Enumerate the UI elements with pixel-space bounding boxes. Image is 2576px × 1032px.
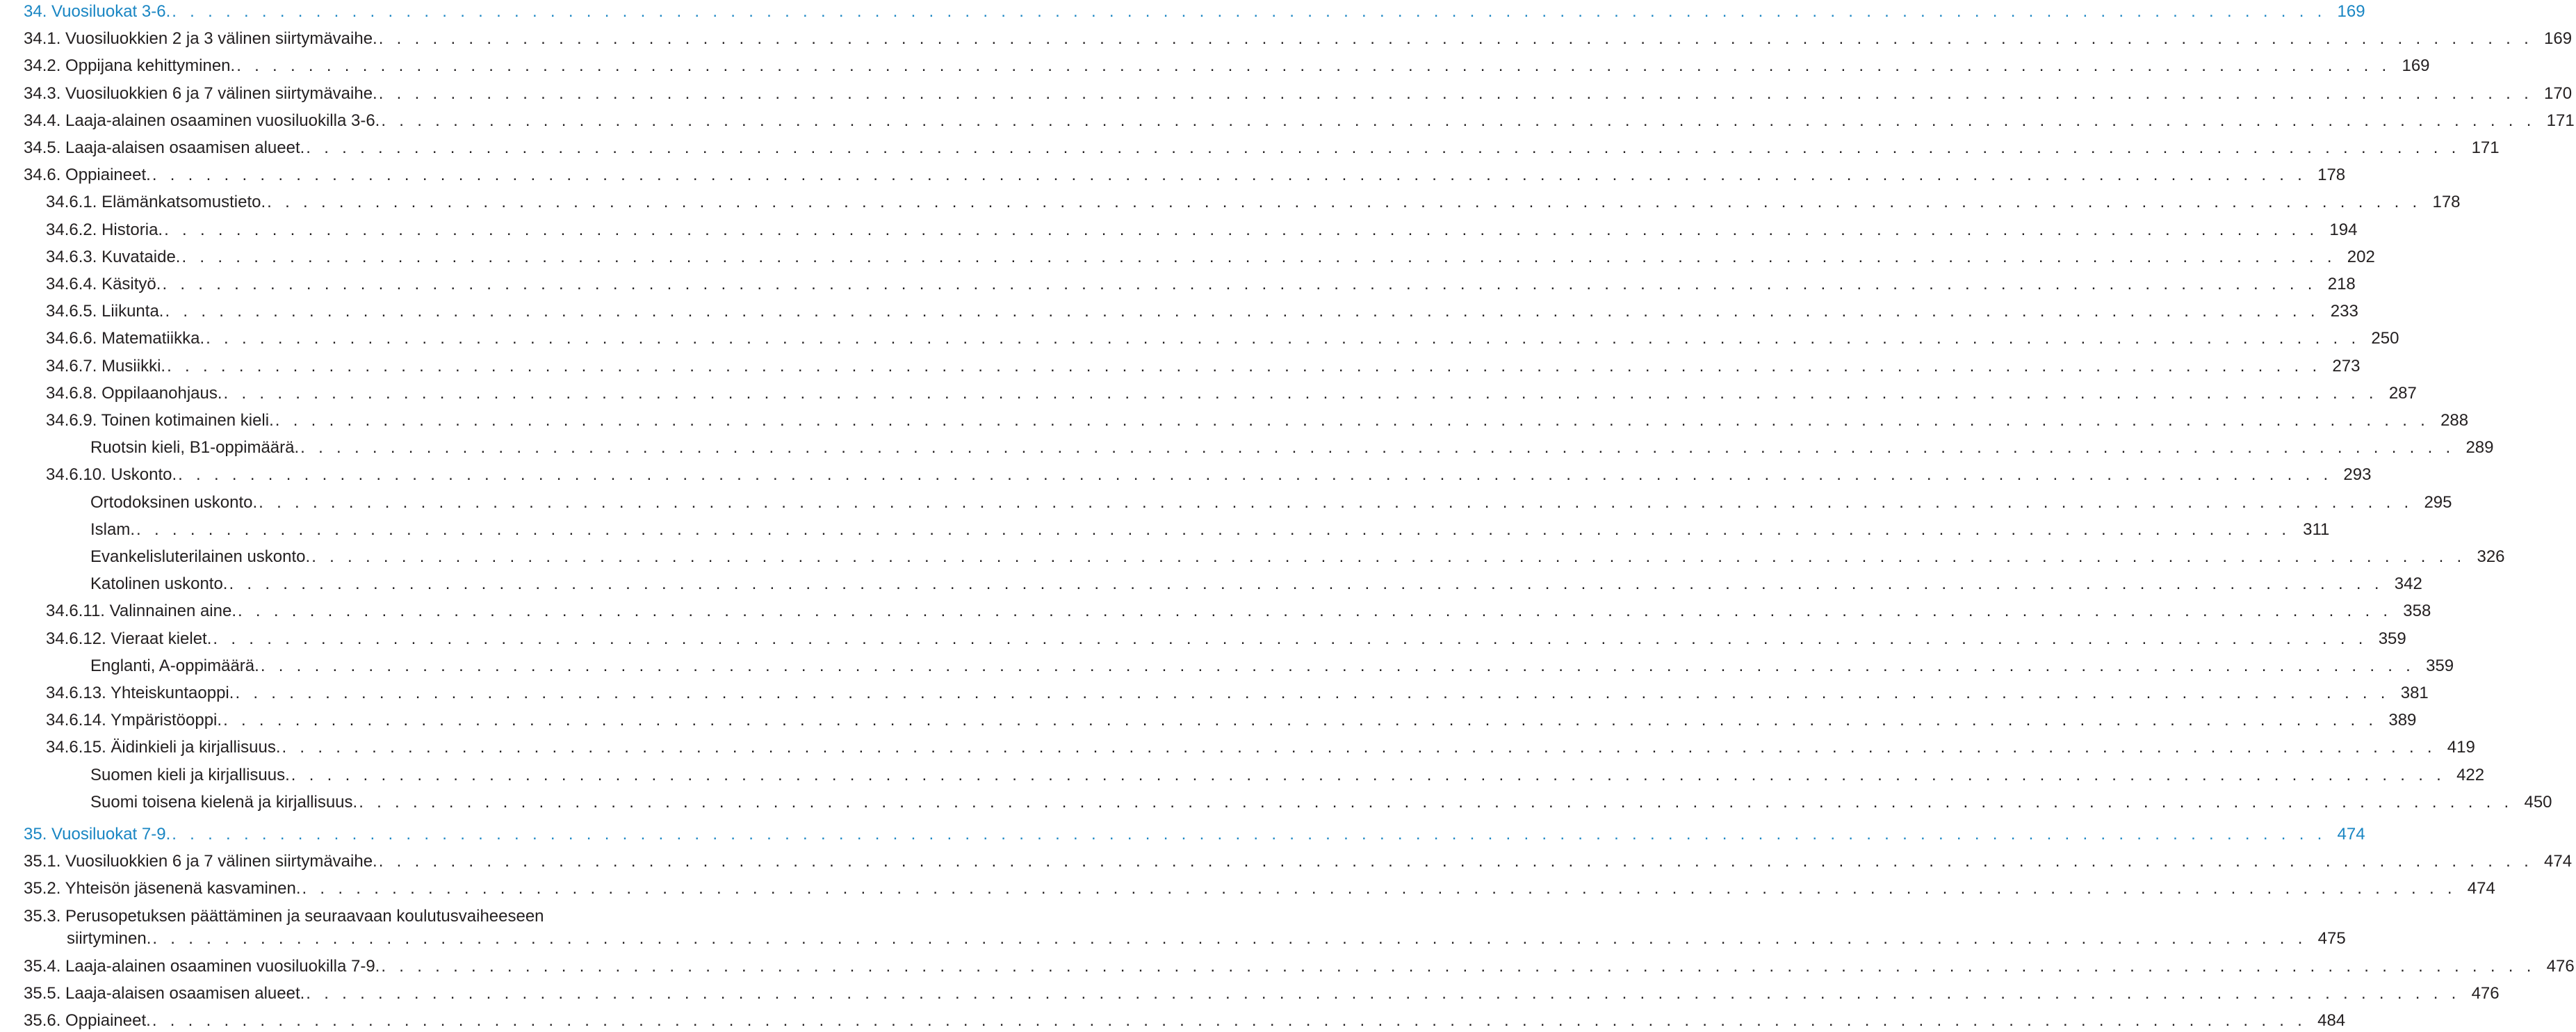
- toc-entry-label: Suomen kieli ja kirjallisuus.: [90, 765, 290, 784]
- toc-entry[interactable]: [0, 546, 2505, 568]
- dot-leader: . . . . . . . . . . . . . . . . . . . . . . . . . . . . . . . . . . . . . . . . . . . . . . . . . . . . . . . . . . . . . . . . . . . . . . . . . . . . . . . . . . . . . . . . . . . . . . . . . . . . . . . . . . . . . . . . . . . . . . . .: [378, 83, 2534, 103]
- toc-entry[interactable]: [0, 219, 2358, 241]
- toc-entry-page-number: 287: [2388, 383, 2417, 403]
- toc-entry[interactable]: [0, 983, 2500, 1005]
- toc-entry-label: 34.6.11. Valinnainen aine.: [46, 602, 236, 621]
- dot-leader: . . . . . . . . . . . . . . . . . . . . . . . . . . . . . . . . . . . . . . . . . . . . . . . . . . . . . . . . . . . . . . . . . . . . . . . . . . . . . . . . . . . . . . . . . . . . . . . . . . . . . . . . . . . . . . . . . . . . . . . .: [213, 629, 2367, 648]
- dot-leader: . . . . . . . . . . . . . . . . . . . . . . . . . . . . . . . . . . . . . . . . . . . . . . . . . . . . . . . . . . . . . . . . . . . . . . . . . . . . . . . . . . . . . . . . . . . . . . . . . . . . . . . . . . . . . . . . . . . . . . . .: [282, 738, 2436, 757]
- toc-entry[interactable]: [0, 382, 2417, 405]
- toc-entry-page-number: 474: [2337, 825, 2365, 844]
- toc-entry[interactable]: [0, 355, 2361, 378]
- dot-leader: . . . . . . . . . . . . . . . . . . . . . . . . . . . . . . . . . . . . . . . . . . . . . . . . . . . . . . . . . . . . . . . . . . . . . . . . . . . . . . . . . . . . . . . . . . . . . . . . . . . . . . . . . . . . . . . . . . . . . . . .: [359, 792, 2513, 812]
- toc-entry[interactable]: [0, 655, 2454, 677]
- toc-entry-label: 34.6.10. Uskonto.: [46, 465, 177, 485]
- toc-entry-label: 35.4. Laaja-alainen osaaminen vuosiluokilla 7-9.: [24, 956, 380, 976]
- dot-leader: . . . . . . . . . . . . . . . . . . . . . . . . . . . . . . . . . . . . . . . . . . . . . . . . . . . . . . . . . . . . . . . . . . . . . . . . . . . . . . . . . . . . . . . . . . . . . . . . . . . . . . . . . . . . . . . . . . . . . . . .: [260, 656, 2415, 675]
- toc-entry-page-number: 311: [2303, 519, 2330, 539]
- dot-leader: . . . . . . . . . . . . . . . . . . . . . . . . . . . . . . . . . . . . . . . . . . . . . . . . . . . . . . . . . . . . . . . . . . . . . . . . . . . . . . . . . . . . . . . . . . . . . . . . . . . . . . . . . . . . . . . . . . . . . . . .: [236, 56, 2391, 76]
- toc-entry-page-number: 170: [2544, 83, 2573, 103]
- toc-entry-label: 35.6. Oppiaineet.: [24, 1011, 151, 1030]
- dot-leader: . . . . . . . . . . . . . . . . . . . . . . . . . . . . . . . . . . . . . . . . . . . . . . . . . . . . . . . . . . . . . . . . . . . . . . . . . . . . . . . . . . . . . . . . . . . . . . . . . . . . . . . . . . . . . . . . . . . . . . . .: [136, 519, 2291, 539]
- dot-leader: . . . . . . . . . . . . . . . . . . . . . . . . . . . . . . . . . . . . . . . . . . . . . . . . . . . . . . . . . . . . . . . . . . . . . . . . . . . . . . . . . . . . . . . . . . . . . . . . . . . . . . . . . . . . . . . . . . . . . . . .: [162, 275, 2317, 293]
- toc-entry[interactable]: [0, 55, 2430, 77]
- dot-leader: . . . . . . . . . . . . . . . . . . . . . . . . . . . . . . . . . . . . . . . . . . . . . . . . . . . . . . . . . . . . . . . . . . . . . . . . . . . . . . . . . . . . . . . . . . . . . . . . . . . . . . . . . . . . . . . . . . . . . . . .: [378, 29, 2534, 49]
- dot-leader: . . . . . . . . . . . . . . . . . . . . . . . . . . . . . . . . . . . . . . . . . . . . . . . . . . . . . . . . . . . . . . . . . . . . . . . . . . . . . . . . . . . . . . . . . . . . . . . . . . . . . . . . . . . . . . . . . . . . . . . .: [223, 383, 2378, 403]
- toc-entry-label: 34.6.3. Kuvataide.: [46, 247, 181, 266]
- dot-leader: . . . . . . . . . . . . . . . . . . . . . . . . . . . . . . . . . . . . . . . . . . . . . . . . . . . . . . . . . . . . . . . . . . . . . . . . . . . . . . . . . . . . . . . . . . . . . . . . . . . . . . . . . . . . . . . . . . . . . . . .: [259, 492, 2413, 512]
- toc-entry-label: 34.4. Laaja-alainen osaaminen vuosiluokilla 3-6.: [24, 111, 380, 130]
- toc-entry-page-number: 250: [2371, 329, 2399, 348]
- dot-leader: . . . . . . . . . . . . . . . . . . . . . . . . . . . . . . . . . . . . . . . . . . . . . . . . . . . . . . . . . . . . . . . . . . . . . . . . . . . . . . . . . . . . . . . . . . . . . . . . . . . . . . . . . . . . . . . . . . . . . . . .: [381, 111, 2536, 130]
- toc-entry-label: 34.6.14. Ympäristöoppi.: [46, 711, 222, 730]
- toc-entry[interactable]: [0, 573, 2422, 595]
- dot-leader: . . . . . . . . . . . . . . . . . . . . . . . . . . . . . . . . . . . . . . . . . . . . . . . . . . . . . . . . . . . . . . . . . . . . . . . . . . . . . . . . . . . . . . . . . . . . . . . . . . . . . . . . . . . . . . . . . . . . . . . .: [275, 411, 2430, 430]
- toc-entry[interactable]: [0, 764, 2485, 787]
- toc-entry-page-number: 171: [2471, 138, 2500, 157]
- toc-entry-page-number: 422: [2456, 765, 2485, 784]
- toc-entry-page-number: 169: [2402, 56, 2430, 76]
- toc-entry-page-number: 419: [2447, 738, 2475, 757]
- toc-entry[interactable]: [0, 437, 2494, 459]
- toc-entry-page-number: 202: [2347, 247, 2375, 266]
- toc-entry[interactable]: [0, 823, 2365, 846]
- dot-leader: . . . . . . . . . . . . . . . . . . . . . . . . . . . . . . . . . . . . . . . . . . . . . . . . . . . . . . . . . . . . . . . . . . . . . . . . . . . . . . . . . . . . . . . . . . . . . . . . . . . . . . . . . . . . . . . . . . . . . . . .: [172, 2, 2326, 21]
- toc-entry-label: Ortodoksinen uskonto.: [90, 492, 258, 512]
- toc-entry-page-number: 288: [2440, 411, 2469, 430]
- toc-entry[interactable]: [0, 137, 2500, 159]
- dot-leader: . . . . . . . . . . . . . . . . . . . . . . . . . . . . . . . . . . . . . . . . . . . . . . . . . . . . . . . . . . . . . . . . . . . . . . . . . . . . . . . . . . . . . . . . . . . . . . . . . . . . . . . . . . . . . . . . . . . . . . . .: [238, 602, 2392, 621]
- toc-entry[interactable]: [0, 682, 2429, 704]
- dot-leader: . . . . . . . . . . . . . . . . . . . . . . . . . . . . . . . . . . . . . . . . . . . . . . . . . . . . . . . . . . . . . . . . . . . . . . . . . . . . . . . . . . . . . . . . . . . . . . . . . . . . . . . . . . . . . . . . . . . . . . . .: [167, 356, 2322, 376]
- dot-leader: . . . . . . . . . . . . . . . . . . . . . . . . . . . . . . . . . . . . . . . . . . . . . . . . . . . . . . . . . . . . . . . . . . . . . . . . . . . . . . . . . . . . . . . . . . . . . . . . . . . . . . . . . . . . . . . . . . . . . . . .: [381, 956, 2536, 976]
- toc-entry-label: 35. Vuosiluokat 7-9.: [24, 825, 171, 844]
- toc-entry[interactable]: [0, 273, 2356, 296]
- toc-entry-label: Katolinen uskonto.: [90, 574, 228, 594]
- toc-entry-page-number: 233: [2330, 302, 2358, 321]
- toc-entry-page-number: 474: [2467, 879, 2495, 898]
- toc-entry-page-number: 359: [2378, 629, 2406, 648]
- toc-entry-label: 35.1. Vuosiluokkien 6 ja 7 välinen siirtymävaihe.: [24, 852, 377, 871]
- toc-entry[interactable]: [0, 628, 2406, 650]
- toc-entry[interactable]: [0, 600, 2431, 622]
- toc-entry-label: 34.6.7. Musiikki.: [46, 356, 166, 376]
- toc-entry-label: 34.2. Oppijana kehittyminen.: [24, 56, 236, 76]
- toc-entry-label: 34.6. Oppiaineet.: [24, 166, 151, 185]
- dot-leader: . . . . . . . . . . . . . . . . . . . . . . . . . . . . . . . . . . . . . . . . . . . . . . . . . . . . . . . . . . . . . . . . . . . . . . . . . . . . . . . . . . . . . . . . . . . . . . . . . . . . . . . . . . . . . . . . . . . . . . . .: [223, 711, 2378, 730]
- toc-entry-page-number: 293: [2343, 465, 2372, 485]
- dot-leader: . . . . . . . . . . . . . . . . . . . . . . . . . . . . . . . . . . . . . . . . . . . . . . . . . . . . . . . . . . . . . . . . . . . . . . . . . . . . . . . . . . . . . . . . . . . . . . . . . . . . . . . . . . . . . . . . . . . . . . . .: [229, 574, 2383, 594]
- toc-entry-page-number: 342: [2394, 574, 2422, 594]
- dot-leader: . . . . . . . . . . . . . . . . . . . . . . . . . . . . . . . . . . . . . . . . . . . . . . . . . . . . . . . . . . . . . . . . . . . . . . . . . . . . . . . . . . . . . . . . . . . . . . . . . . . . . . . . . . . . . . . . . . . . . . . .: [165, 302, 2320, 321]
- toc-entry-label: Englanti, A-oppimäärä.: [90, 656, 259, 675]
- toc-entry-label: 34.6.1. Elämänkatsomustieto.: [46, 193, 266, 212]
- toc-entry-page-number: 450: [2524, 792, 2552, 812]
- toc-entry-label: Evankelisluterilainen uskonto.: [90, 547, 311, 566]
- toc-entry-page-number: 218: [2327, 275, 2356, 293]
- toc-entry[interactable]: [0, 905, 2346, 950]
- toc-entry-page-number: 474: [2544, 852, 2573, 871]
- toc-entry[interactable]: [0, 850, 2573, 873]
- dot-leader: . . . . . . . . . . . . . . . . . . . . . . . . . . . . . . . . . . . . . . . . . . . . . . . . . . . . . . . . . . . . . . . . . . . . . . . . . . . . . . . . . . . . . . . . . . . . . . . . . . . . . . . . . . . . . . . . . . . . . . . .: [291, 765, 2446, 784]
- toc-entry[interactable]: [0, 328, 2399, 350]
- toc-entry-label: 34.6.5. Liikunta.: [46, 302, 164, 321]
- toc-entry[interactable]: [0, 1010, 2346, 1032]
- toc-entry-page-number: 476: [2546, 956, 2575, 976]
- toc-entry[interactable]: [0, 736, 2475, 759]
- toc-entry[interactable]: [0, 709, 2417, 732]
- dot-leader: . . . . . . . . . . . . . . . . . . . . . . . . . . . . . . . . . . . . . . . . . . . . . . . . . . . . . . . . . . . . . . . . . . . . . . . . . . . . . . . . . . . . . . . . . . . . . . . . . . . . . . . . . . . . . . . . . . . . . . . .: [267, 193, 2422, 212]
- toc-entry-page-number: 169: [2544, 29, 2573, 49]
- toc-entry[interactable]: [0, 300, 2358, 323]
- toc-entry-page-number: 273: [2332, 356, 2361, 376]
- toc-entry[interactable]: [0, 492, 2452, 514]
- toc-entry-label: 35.5. Laaja-alaisen osaamisen alueet.: [24, 983, 305, 1003]
- dot-leader: . . . . . . . . . . . . . . . . . . . . . . . . . . . . . . . . . . . . . . . . . . . . . . . . . . . . . . . . . . . . . . . . . . . . . . . . . . . . . . . . . . . . . . . . . . . . . . . . . . . . . . . . . . . . . . . . . . . . . . . .: [306, 138, 2461, 157]
- dot-leader: . . . . . . . . . . . . . . . . . . . . . . . . . . . . . . . . . . . . . . . . . . . . . . . . . . . . . . . . . . . . . . . . . . . . . . . . . . . . . . . . . . . . . . . . . . . . . . . . . . . . . . . . . . . . . . . . . . . . . . . .: [152, 1011, 2307, 1030]
- toc-entry[interactable]: [0, 110, 2575, 132]
- toc-entry-page-number: 484: [2317, 1011, 2346, 1030]
- toc-entry-page-number: 194: [2329, 220, 2358, 239]
- toc-entry[interactable]: [0, 519, 2330, 541]
- toc-entry[interactable]: [0, 410, 2469, 432]
- toc-entry-label: 34.6.9. Toinen kotimainen kieli.: [46, 411, 274, 430]
- toc-entry-label: 34. Vuosiluokat 3-6.: [24, 2, 171, 21]
- toc-entry-label: 34.6.4. Käsityö.: [46, 275, 161, 293]
- dot-leader: . . . . . . . . . . . . . . . . . . . . . . . . . . . . . . . . . . . . . . . . . . . . . . . . . . . . . . . . . . . . . . . . . . . . . . . . . . . . . . . . . . . . . . . . . . . . . . . . . . . . . . . . . . . . . . . . . . . . . . . .: [235, 684, 2390, 702]
- toc-entry-page-number: 475: [2317, 928, 2346, 948]
- toc-entry-page-number: 295: [2424, 492, 2452, 512]
- toc-entry-page-number: 169: [2337, 2, 2365, 21]
- dot-leader: . . . . . . . . . . . . . . . . . . . . . . . . . . . . . . . . . . . . . . . . . . . . . . . . . . . . . . . . . . . . . . . . . . . . . . . . . . . . . . . . . . . . . . . . . . . . . . . . . . . . . . . . . . . . . . . . . . . . . . . .: [378, 852, 2534, 871]
- toc-entry-page-number: 358: [2403, 602, 2431, 621]
- dot-leader: . . . . . . . . . . . . . . . . . . . . . . . . . . . . . . . . . . . . . . . . . . . . . . . . . . . . . . . . . . . . . . . . . . . . . . . . . . . . . . . . . . . . . . . . . . . . . . . . . . . . . . . . . . . . . . . . . . . . . . . .: [300, 438, 2455, 458]
- toc-entry-label: 34.6.15. Äidinkieli ja kirjallisuus.: [46, 738, 281, 757]
- toc-entry-page-number: 389: [2388, 711, 2417, 730]
- toc-entry-page-number: 381: [2400, 684, 2429, 702]
- toc-entry-label: 34.6.8. Oppilaanohjaus.: [46, 383, 222, 403]
- toc-entry[interactable]: [0, 246, 2375, 268]
- dot-leader: . . . . . . . . . . . . . . . . . . . . . . . . . . . . . . . . . . . . . . . . . . . . . . . . . . . . . . . . . . . . . . . . . . . . . . . . . . . . . . . . . . . . . . . . . . . . . . . . . . . . . . . . . . . . . . . . . . . . . . . .: [178, 465, 2333, 485]
- toc-entry-label: 34.3. Vuosiluokkien 6 ja 7 välinen siirtymävaihe.: [24, 83, 377, 103]
- toc-entry-label: 34.6.2. Historia.: [46, 220, 163, 239]
- toc-entry-page-number: 289: [2465, 438, 2494, 458]
- toc-entry[interactable]: [0, 791, 2552, 814]
- toc-entry[interactable]: [0, 28, 2573, 50]
- dot-leader: . . . . . . . . . . . . . . . . . . . . . . . . . . . . . . . . . . . . . . . . . . . . . . . . . . . . . . . . . . . . . . . . . . . . . . . . . . . . . . . . . . . . . . . . . . . . . . . . . . . . . . . . . . . . . . . . . . . . . . . .: [172, 825, 2326, 844]
- toc-entry-label: 34.5. Laaja-alaisen osaamisen alueet.: [24, 138, 305, 157]
- toc-entry[interactable]: [0, 956, 2575, 978]
- dot-leader: . . . . . . . . . . . . . . . . . . . . . . . . . . . . . . . . . . . . . . . . . . . . . . . . . . . . . . . . . . . . . . . . . . . . . . . . . . . . . . . . . . . . . . . . . . . . . . . . . . . . . . . . . . . . . . . . . . . . . . . .: [164, 220, 2319, 239]
- toc-entry[interactable]: [0, 164, 2346, 186]
- dot-leader: . . . . . . . . . . . . . . . . . . . . . . . . . . . . . . . . . . . . . . . . . . . . . . . . . . . . . . . . . . . . . . . . . . . . . . . . . . . . . . . . . . . . . . . . . . . . . . . . . . . . . . . . . . . . . . . . . . . . . . . .: [306, 983, 2461, 1003]
- toc-entry-label: 34.6.6. Matematiikka.: [46, 329, 205, 348]
- toc-entry-page-number: 476: [2471, 983, 2500, 1003]
- toc-entry-page-number: 178: [2432, 193, 2461, 212]
- dot-leader: . . . . . . . . . . . . . . . . . . . . . . . . . . . . . . . . . . . . . . . . . . . . . . . . . . . . . . . . . . . . . . . . . . . . . . . . . . . . . . . . . . . . . . . . . . . . . . . . . . . . . . . . . . . . . . . . . . . . . . . .: [181, 247, 2336, 266]
- dot-leader: . . . . . . . . . . . . . . . . . . . . . . . . . . . . . . . . . . . . . . . . . . . . . . . . . . . . . . . . . . . . . . . . . . . . . . . . . . . . . . . . . . . . . . . . . . . . . . . . . . . . . . . . . . . . . . . . . . . . . . . .: [152, 928, 2307, 948]
- toc-entry-label: 34.6.12. Vieraat kielet.: [46, 629, 212, 648]
- toc-entry[interactable]: [0, 191, 2461, 213]
- dot-leader: . . . . . . . . . . . . . . . . . . . . . . . . . . . . . . . . . . . . . . . . . . . . . . . . . . . . . . . . . . . . . . . . . . . . . . . . . . . . . . . . . . . . . . . . . . . . . . . . . . . . . . . . . . . . . . . . . . . . . . . .: [302, 879, 2456, 898]
- toc-entry-label: 34.1. Vuosiluokkien 2 ja 3 välinen siirtymävaihe.: [24, 29, 377, 49]
- toc-entry-page-number: 326: [2477, 547, 2505, 566]
- toc-entry-label: 35.2. Yhteisön jäsenenä kasvaminen.: [24, 879, 301, 898]
- toc-entry-label: Suomi toisena kielenä ja kirjallisuus.: [90, 792, 358, 812]
- toc-entry[interactable]: [0, 83, 2573, 105]
- dot-leader: . . . . . . . . . . . . . . . . . . . . . . . . . . . . . . . . . . . . . . . . . . . . . . . . . . . . . . . . . . . . . . . . . . . . . . . . . . . . . . . . . . . . . . . . . . . . . . . . . . . . . . . . . . . . . . . . . . . . . . . .: [206, 329, 2361, 348]
- dot-leader: . . . . . . . . . . . . . . . . . . . . . . . . . . . . . . . . . . . . . . . . . . . . . . . . . . . . . . . . . . . . . . . . . . . . . . . . . . . . . . . . . . . . . . . . . . . . . . . . . . . . . . . . . . . . . . . . . . . . . . . .: [152, 166, 2307, 185]
- toc-entry-page-number: 359: [2426, 656, 2454, 675]
- toc-entry-page-number: 171: [2546, 111, 2575, 130]
- toc-entry[interactable]: [0, 1, 2365, 23]
- toc-entry[interactable]: [0, 878, 2495, 900]
- toc-entry-label: 34.6.13. Yhteiskuntaoppi.: [46, 684, 234, 702]
- dot-leader: . . . . . . . . . . . . . . . . . . . . . . . . . . . . . . . . . . . . . . . . . . . . . . . . . . . . . . . . . . . . . . . . . . . . . . . . . . . . . . . . . . . . . . . . . . . . . . . . . . . . . . . . . . . . . . . . . . . . . . . .: [311, 547, 2466, 566]
- toc-entry-page-number: 178: [2317, 166, 2346, 185]
- toc-entry-label: Islam.: [90, 519, 136, 539]
- toc-entry-label: 35.3. Perusopetuksen päättäminen ja seuraavaan koulutusvaiheeseen: [24, 906, 544, 926]
- toc-entry-label: siirtyminen.: [67, 928, 152, 948]
- toc-entry[interactable]: [0, 464, 2372, 486]
- toc-entry-label: Ruotsin kieli, B1-oppimäärä.: [90, 438, 300, 458]
